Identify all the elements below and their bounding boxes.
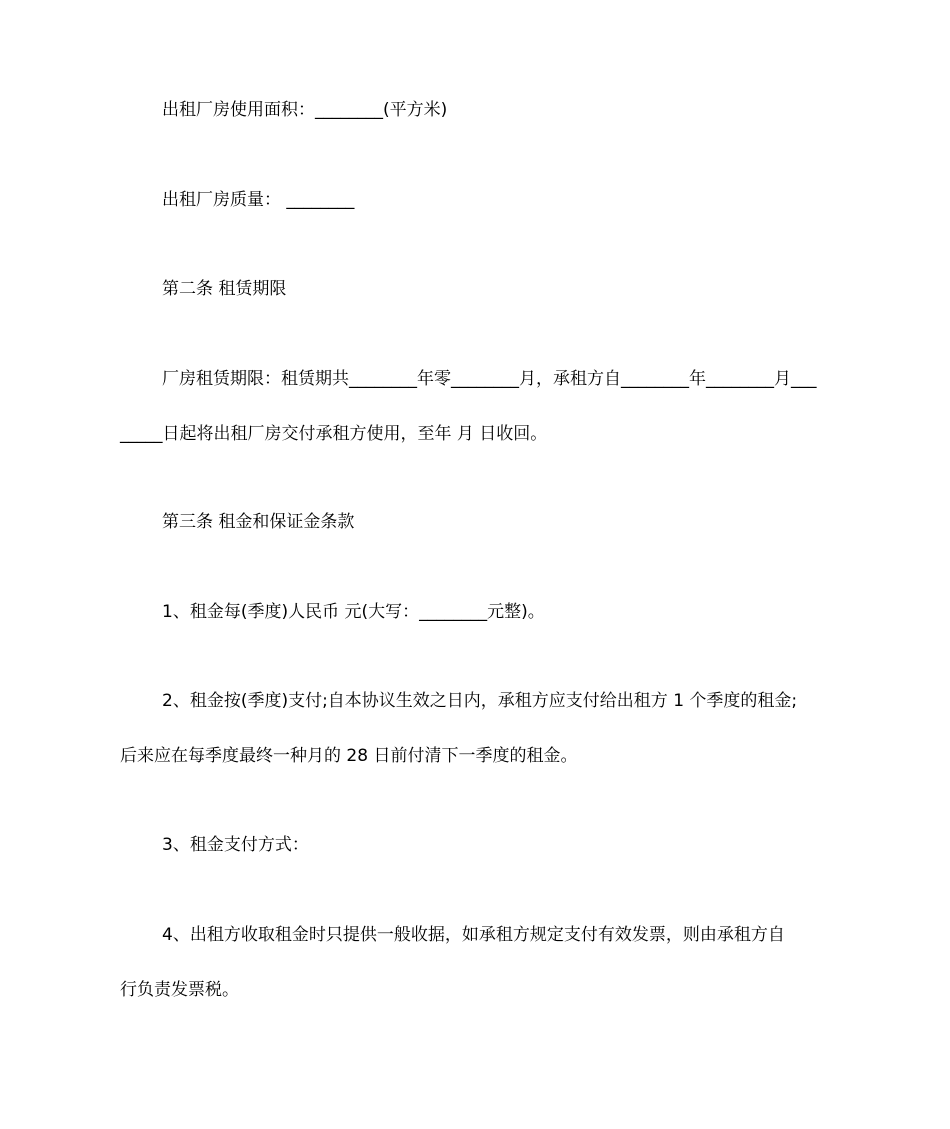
area-line: 出租厂房使用面积：________(平方米) (162, 100, 448, 120)
clause-3: 3、租金支付方式： (162, 835, 309, 855)
article-3-heading: 第三条 租金和保证金条款 (162, 512, 355, 532)
clause-2-line-2: 后来应在每季度最终一种月的 28 日前付清下一季度的租金。 (120, 746, 578, 766)
clause-2-line-1: 2、租金按(季度)支付;自本协议生效之日内，承租方应支付给出租方 1 个季度的租金; (162, 691, 798, 711)
clause-1: 1、租金每(季度)人民币 元(大写：________元整)。 (162, 602, 545, 622)
clause-4-line-1: 4、出租方收取租金时只提供一般收据，如承租方规定支付有效发票，则由承租方自 (162, 925, 785, 945)
clause-4-line-2: 行负责发票税。 (120, 980, 239, 1000)
article-2-heading: 第二条 租赁期限 (162, 279, 287, 299)
quality-line: 出租厂房质量： ________ (162, 190, 355, 210)
lease-term-line-2: _____日起将出租厂房交付承租方使用，至年 月 日收回。 (120, 424, 548, 444)
lease-term-line-1: 厂房租赁期限：租赁期共________年零________月，承租方自________年________月___ (162, 369, 817, 389)
